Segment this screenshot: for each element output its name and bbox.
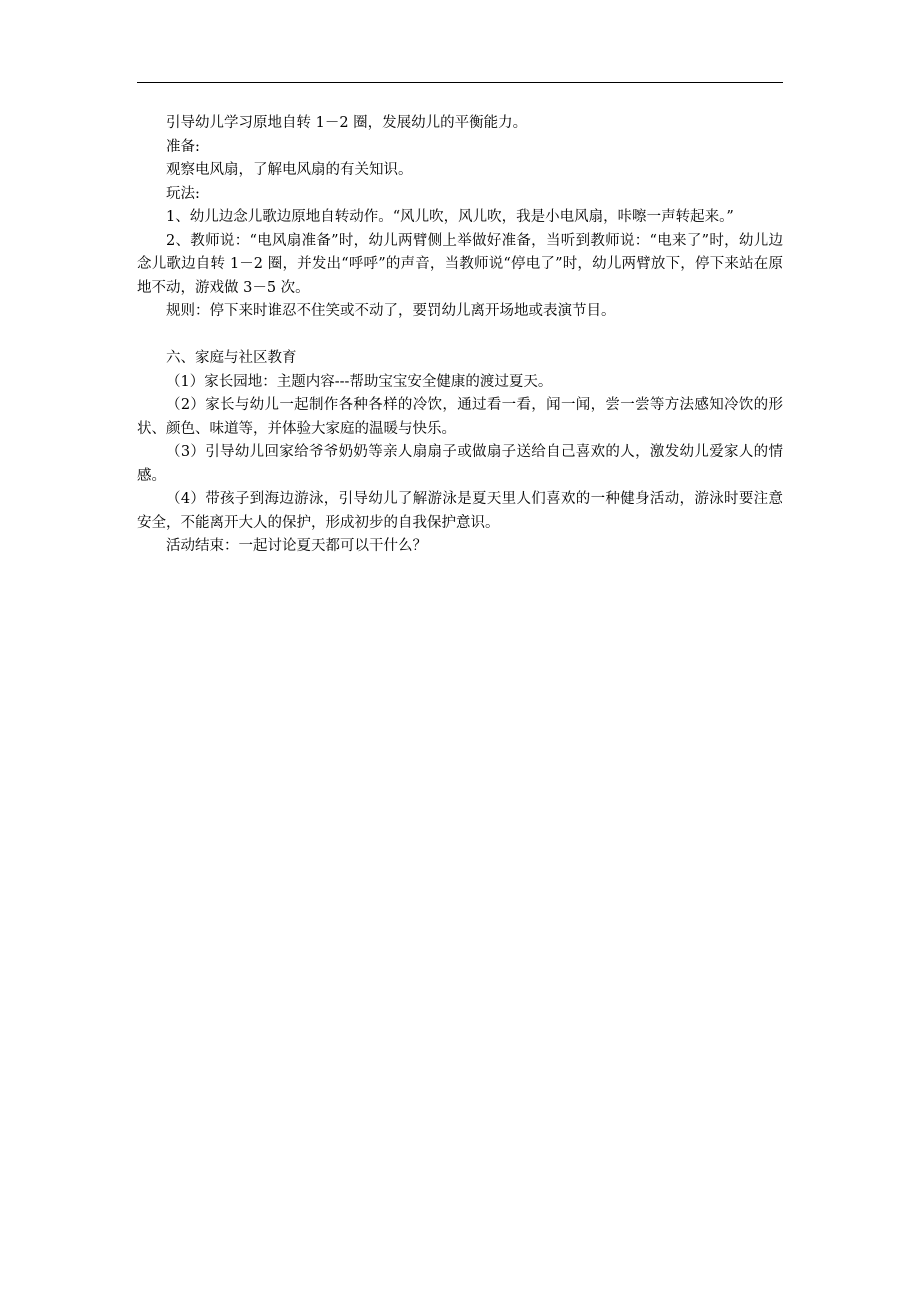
- section-heading-family-community: 六、家庭与社区教育: [166, 350, 297, 366]
- paragraph-rules: 规则：停下来时谁忍不住笑或不动了，要罚幼儿离开场地或表演节目。: [166, 303, 616, 319]
- paragraph-preparation-heading: 准备:: [166, 138, 200, 155]
- paragraph-item-4: （4）带孩子到海边游泳，引导幼儿了解游泳是夏天里人们喜欢的一种健身活动，游泳时要注意安全，不能离开大人的保护，形成初步的自我保护意识。: [137, 491, 783, 531]
- paragraph-item-3: （3）引导幼儿回家给爷爷奶奶等亲人扇扇子或做扇子送给自己喜欢的人，激发幼儿爱家人的情感。: [137, 444, 783, 484]
- paragraph-item-1: （1）家长园地：主题内容---帮助宝宝安全健康的渡过夏天。: [166, 373, 553, 390]
- header-divider: [137, 82, 783, 83]
- blank-line: [137, 324, 783, 348]
- paragraph-preparation: 观察电风扇，了解电风扇的有关知识。: [166, 162, 413, 178]
- document-body: [137, 112, 783, 559]
- paragraph-method-heading: 玩法:: [166, 185, 200, 202]
- paragraph-goal: 引导幼儿学习原地自转 1－2 圈，发展幼儿的平衡能力。: [166, 115, 528, 131]
- paragraph-activity-end: 活动结束：一起讨论夏天都可以干什么？: [166, 538, 427, 554]
- paragraph-method-step-2: 2、教师说：“电风扇准备”时，幼儿两臂侧上举做好准备，当听到教师说：“电来了”时，幼儿边念儿歌边自转 1－2 圈，并发出“呼呼”的声音，当教师说“停电了”时，幼儿两臂放下，停下来站在原地不动，游戏做 3－5 次。: [137, 232, 783, 296]
- paragraph-method-step-1: 1、幼儿边念儿歌边原地自转动作。“风儿吹，风儿吹，我是小电风扇，咔嚓一声转起来。”: [166, 209, 734, 225]
- paragraph-item-2: （2）家长与幼儿一起制作各种各样的冷饮，通过看一看，闻一闻，尝一尝等方法感知冷饮的形状、颜色、味道等，并体验大家庭的温暖与快乐。: [137, 397, 783, 437]
